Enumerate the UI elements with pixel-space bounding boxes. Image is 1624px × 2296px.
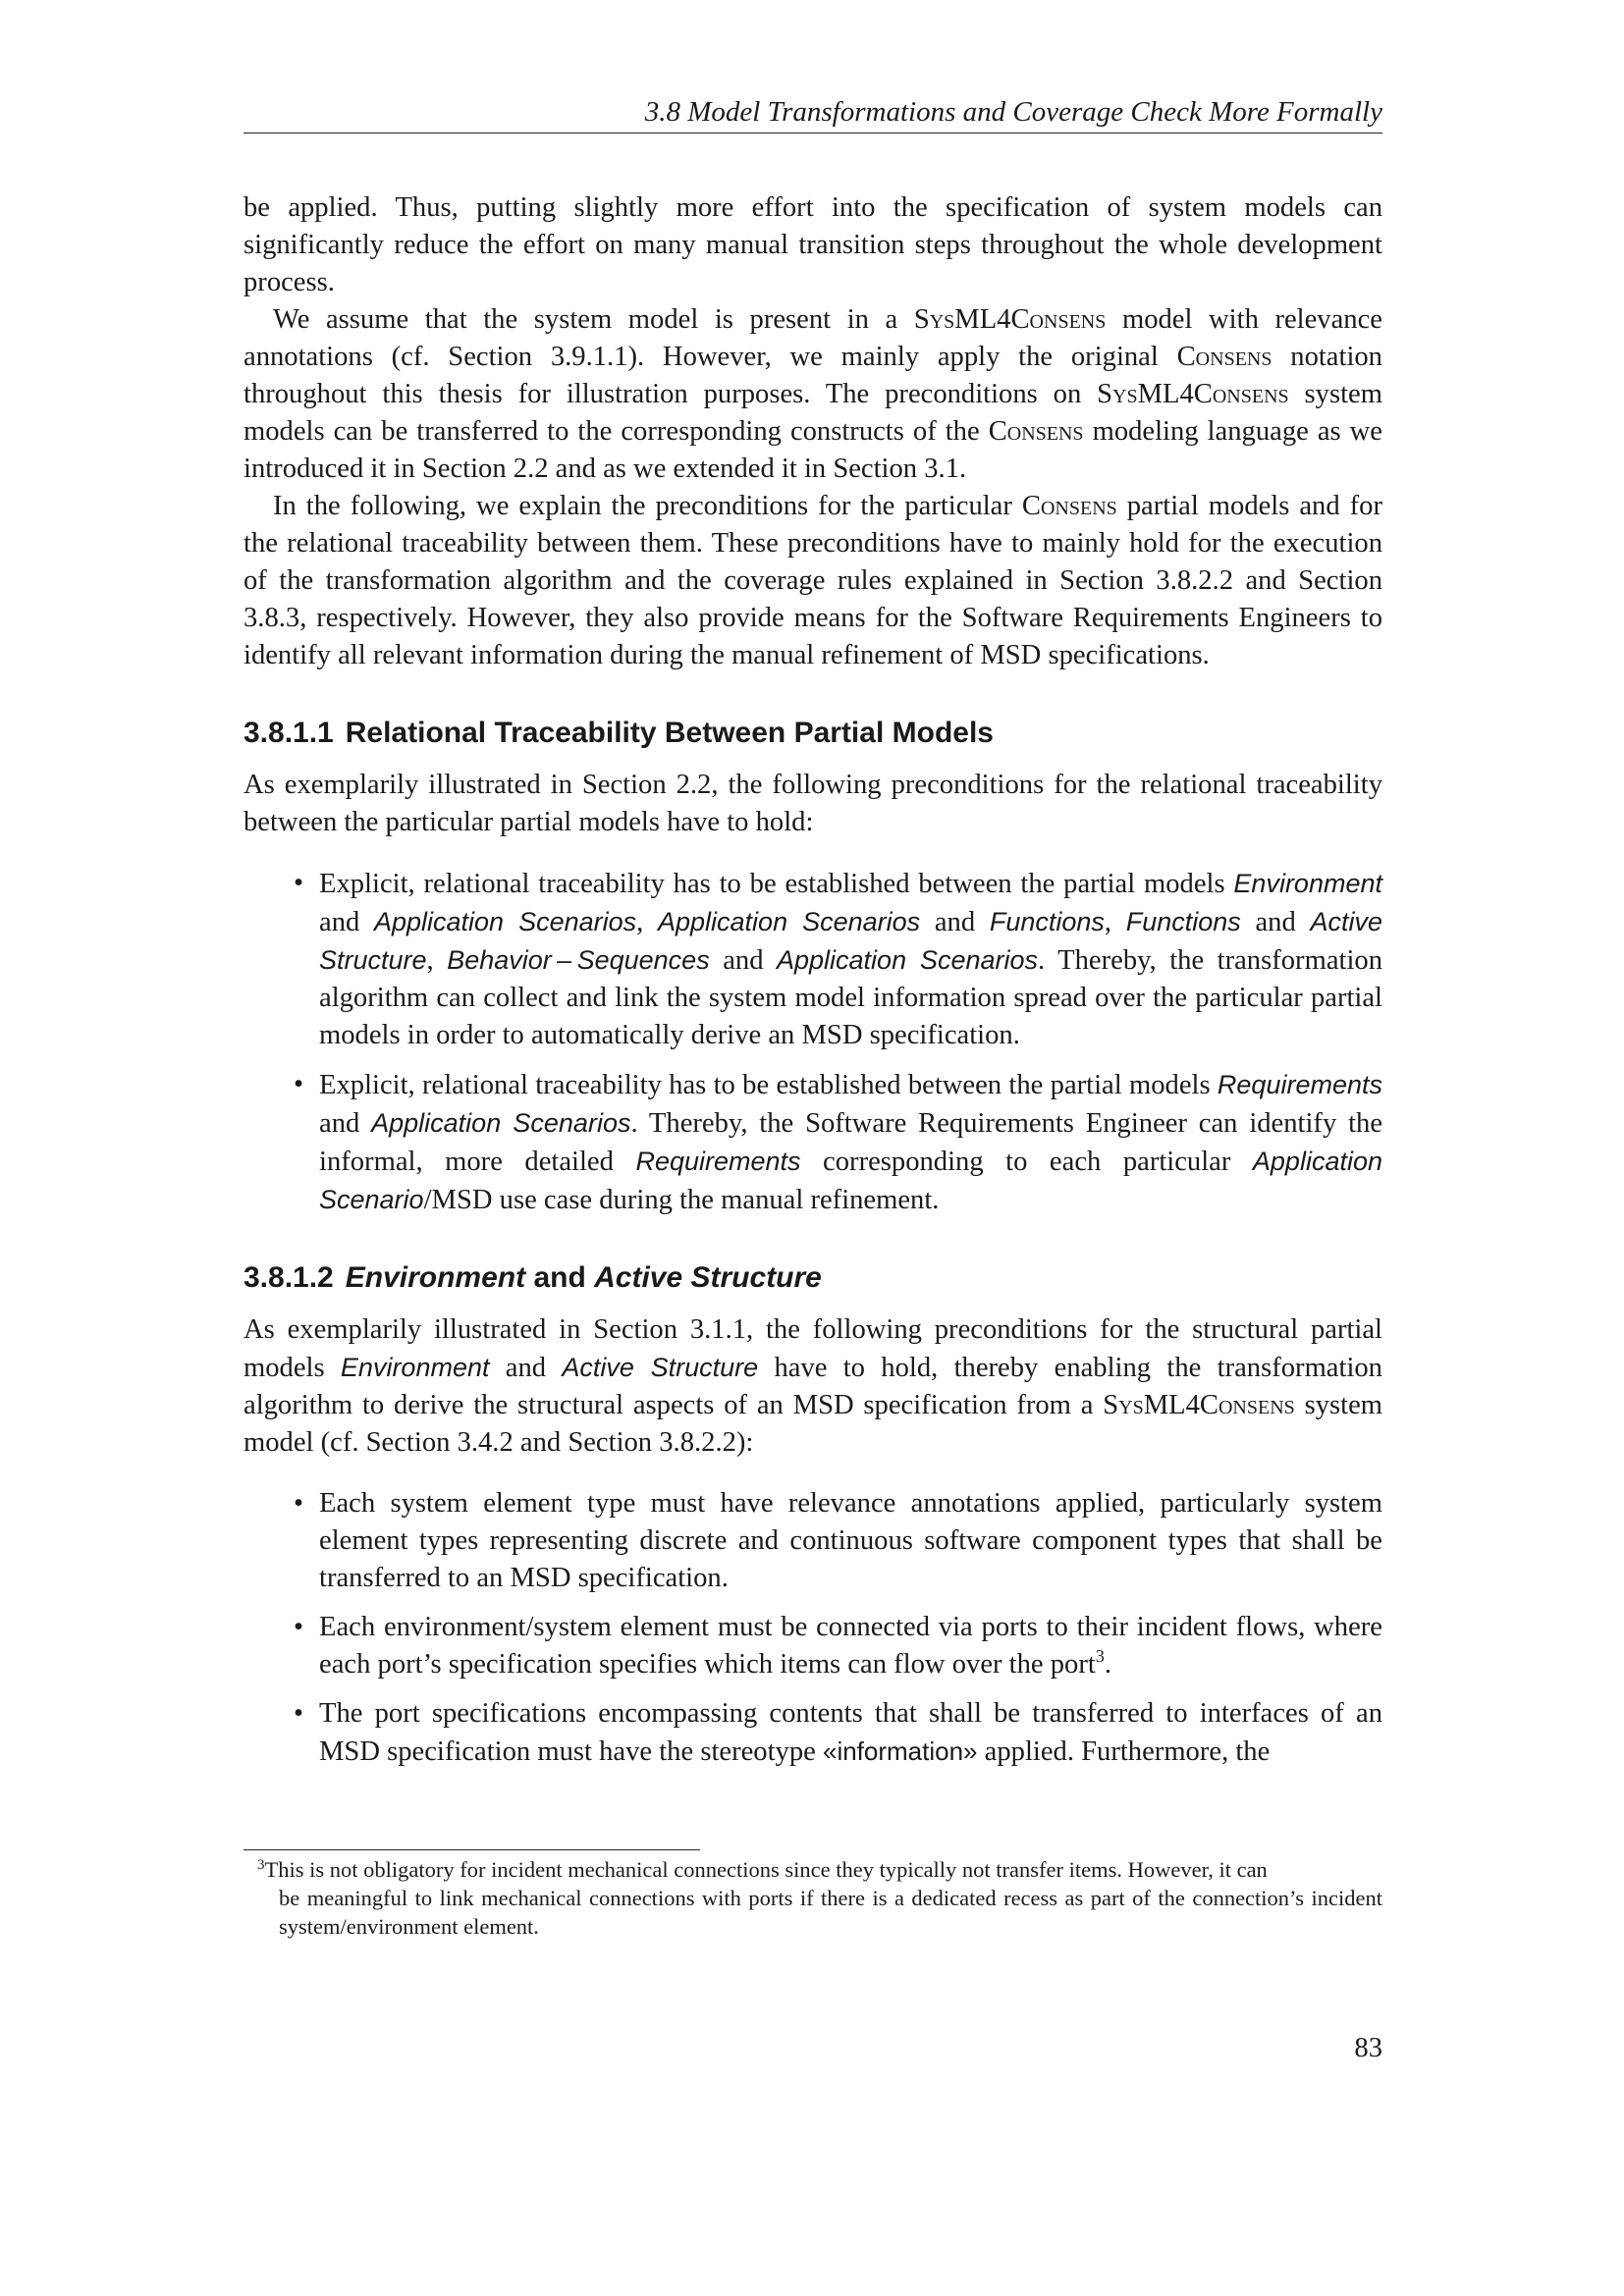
section1-bullet-list bbox=[244, 865, 1382, 1219]
section-number: 3.8.1.1 bbox=[244, 717, 334, 749]
running-header bbox=[244, 94, 1382, 133]
paragraph-2: We assume that the system model is present in a SysML4Consens model with relevance annotations (cf. Section 3.9.1.1). However, we mainly apply the original Consens notation throughout this thesis for illustration purposes. The preconditions on SysML4Consens system models can be transferred to the corresponding constructs of the Consens modeling language as we introduced it in Section 2.2 and as we extended it in Section 3.1. bbox=[244, 304, 1382, 484]
sysml4consens-term: SysML4Consens bbox=[1097, 379, 1289, 409]
list-item: • Explicit, relational traceability has to be established between the partial models Environment and Application Scenarios, Application Scenarios and Functions, Functions and Active Structure, Behavior – Sequences and Application Scenarios. Thereby, the transformation algorithm can collect and link the system model information spread over the particular partial models in order to automatically derive an MSD specification. bbox=[319, 865, 1382, 1054]
footnote-divider bbox=[244, 1849, 700, 1850]
footnote-marker[interactable]: 3 bbox=[1095, 1646, 1105, 1666]
list-item: • Explicit, relational traceability has to be established between the partial models Requirements and Application Scenarios. Thereby, the Software Requirements Engineer can identify the informal, more detailed Requirements corresponding to each particular Application Scenario/MSD use case during the manual refinement. bbox=[319, 1066, 1382, 1219]
paragraph-3: In the following, we explain the preconditions for the particular Consens partial models and for the relational traceability between them. These preconditions have to mainly hold for the execution of the transformation algorithm and the coverage rules explained in Section 3.8.2.2 and Section 3.8.3, respectively. However, they also provide means for the Software Requirements Engineers to identify all relevant information during the manual refinement of MSD specifications. bbox=[244, 491, 1382, 670]
section2-intro: As exemplarily illustrated in Section 3.1.1, the following preconditions for the structural partial models Environment and Active Structure have to hold, thereby enabling the transformation algorithm to derive the structural aspects of an MSD specification from a SysML4Consens system model (cf. Section 3.4.2 and Section 3.8.2.2): bbox=[244, 1314, 1383, 1458]
consens-term: Consens bbox=[988, 416, 1084, 447]
consens-term: Consens bbox=[1021, 491, 1117, 521]
sysml4consens-term: SysML4Consens bbox=[1103, 1390, 1295, 1420]
stereotype-label: «information» bbox=[822, 1736, 978, 1766]
footnote: $^3$This is not obligatory for incident mechanical connections since they typically not transfer items. However, it can be meaningful to link mechanical connections with ports if there is a dedicated recess as part of the connection’s incident system/environment element. bbox=[257, 1857, 1382, 1939]
sysml4consens-term: SysML4Consens bbox=[913, 304, 1107, 335]
list-item: • Each system element type must have relevance annotations applied, particularly system element types representing discrete and continuous software component types that shall be transferred to an MSD specification. bbox=[319, 1485, 1382, 1597]
section-heading-environment-active-structure: 3.8.1.2 Environment and Active Structure bbox=[244, 1261, 822, 1294]
list-item: • The port specifications encompassing contents that shall be transferred to interfaces of an MSD specification must have the stereotype «information» applied. Furthermore, the bbox=[319, 1695, 1382, 1771]
section-title: Relational Traceability Between Partial Models bbox=[345, 717, 994, 749]
body-text bbox=[244, 189, 1382, 1783]
section1-intro: As exemplarily illustrated in Section 2.2, the following preconditions for the relational traceability between the particular partial models have to hold: bbox=[244, 770, 1382, 837]
page-number: 83 bbox=[1354, 2033, 1382, 2063]
list-item: • Each environment/system element must be connected via ports to their incident flows, where each port’s specification specifies which items can flow over the port$^3$. bbox=[319, 1609, 1382, 1683]
section2-bullet-list bbox=[244, 1485, 1382, 1771]
section-number: 3.8.1.2 bbox=[244, 1261, 334, 1294]
consens-term: Consens bbox=[1176, 342, 1272, 372]
page bbox=[244, 0, 1382, 2296]
paragraph-1: be applied. Thus, putting slightly more effort into the specification of system models can significantly reduce the effort on many manual transition steps throughout the whole development process. bbox=[244, 192, 1382, 297]
section-heading-relational-traceability bbox=[244, 715, 1382, 752]
running-header-title: 3.8 Model Transformations and Coverage Check More Formally bbox=[644, 96, 1382, 128]
footnote-number: 3 bbox=[257, 1857, 265, 1873]
